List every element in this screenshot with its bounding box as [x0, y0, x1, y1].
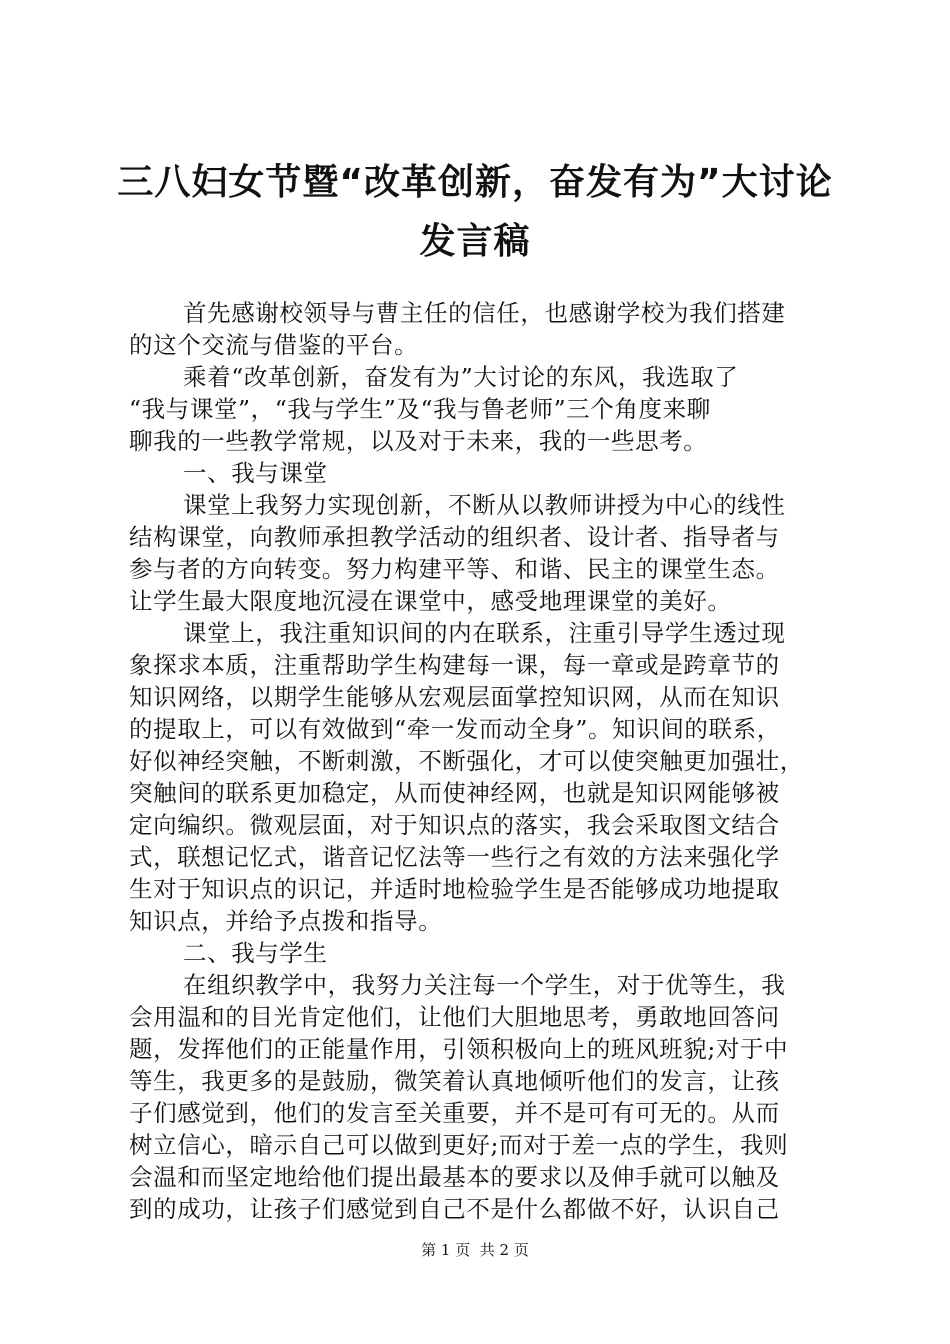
paragraph-line: 课堂上我努力实现创新，不断从以教师讲授为中心的线性: [183, 491, 786, 519]
paragraph-line: “我与课堂”，“我与学生”及“我与鲁老师”三个角度来聊: [129, 395, 711, 423]
paragraph-line: 让学生最大限度地沉浸在课堂中，感受地理课堂的美好。: [129, 587, 732, 615]
paragraph-line: 到的成功，让孩子们感觉到自己不是什么都做不好，认识自己: [129, 1195, 780, 1223]
paragraph-line: 子们感觉到，他们的发言至关重要，并不是可有可无的。从而: [129, 1099, 780, 1127]
paragraph-line: 题，发挥他们的正能量作用，引领积极向上的班风班貌;对于中: [129, 1035, 789, 1063]
paragraph-line: 定向编织。微观层面，对于知识点的落实，我会采取图文结合: [129, 811, 780, 839]
paragraph-line: 象探求本质，注重帮助学生构建每一课，每一章或是跨章节的: [129, 651, 780, 679]
paragraph-line: 的这个交流与借鉴的平台。: [129, 331, 419, 359]
paragraph-line: 突触间的联系更加稳定，从而使神经网，也就是知识网能够被: [129, 779, 780, 807]
paragraph-line: 乘着“改革创新，奋发有为”大讨论的东风，我选取了: [183, 363, 739, 391]
paragraph-line: 的提取上，可以有效做到“牵一发而动全身”。知识间的联系，: [129, 715, 781, 743]
paragraph-line: 结构课堂，向教师承担教学活动的组织者、设计者、指导者与: [129, 523, 780, 551]
document-title-line-1: 三八妇女节暨“改革创新，奋发有为”大讨论: [117, 162, 833, 203]
paragraph-line: 知识点，并给予点拨和指导。: [129, 907, 443, 935]
document-title-line-2: 发言稿: [419, 221, 531, 262]
page-number-footer: 第 1 页 共 2 页: [421, 1241, 529, 1259]
paragraph-line: 参与者的方向转变。努力构建平等、和谐、民主的课堂生态。: [129, 555, 780, 583]
section-heading: 二、我与学生: [183, 939, 328, 967]
paragraph-line: 在组织教学中，我努力关注每一个学生，对于优等生，我: [183, 971, 786, 999]
paragraph-line: 聊我的一些教学常规，以及对于未来，我的一些思考。: [129, 427, 708, 455]
section-heading: 一、我与课堂: [183, 459, 328, 487]
paragraph-line: 式，联想记忆式，谐音记忆法等一些行之有效的方法来强化学: [129, 843, 780, 871]
paragraph-line: 知识网络，以期学生能够从宏观层面掌控知识网，从而在知识: [129, 683, 780, 711]
paragraph-line: 生对于知识点的识记，并适时地检验学生是否能够成功地提取: [129, 875, 780, 903]
paragraph-line: 会用温和的目光肯定他们，让他们大胆地思考，勇敢地回答问: [129, 1003, 780, 1031]
paragraph-line: 好似神经突触，不断刺激，不断强化，才可以使突触更加强壮，: [129, 747, 804, 775]
paragraph-line: 课堂上，我注重知识间的内在联系，注重引导学生透过现: [183, 619, 786, 647]
paragraph-line: 会温和而坚定地给他们提出最基本的要求以及伸手就可以触及: [129, 1163, 780, 1191]
paragraph-line: 等生，我更多的是鼓励，微笑着认真地倾听他们的发言，让孩: [129, 1067, 780, 1095]
paragraph-line: 首先感谢校领导与曹主任的信任，也感谢学校为我们搭建: [183, 299, 786, 327]
paragraph-line: 树立信心，暗示自己可以做到更好;而对于差一点的学生，我则: [129, 1131, 789, 1159]
